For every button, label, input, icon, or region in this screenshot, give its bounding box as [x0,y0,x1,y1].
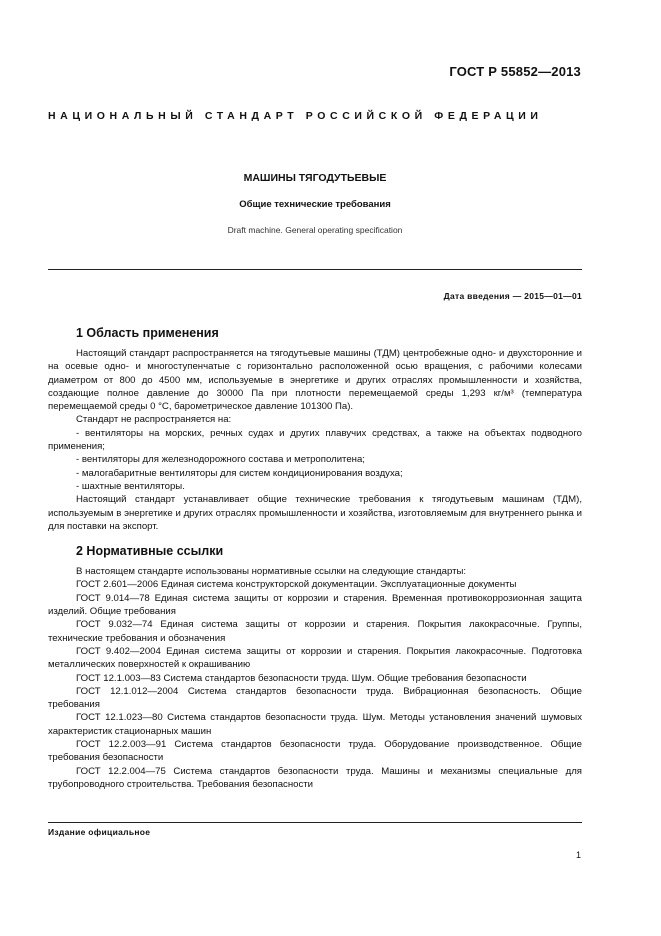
reference-item: ГОСТ 9.402—2004 Единая система защиты от коррозии и старения. Покрытия лакокрасочные. Подготовка металлических поверхностей к окрашиванию [48,645,582,671]
reference-item: ГОСТ 12.2.004—75 Система стандартов безопасности труда. Машины и механизмы специальные для трубопроводного строительства. Требования безопасности [48,765,582,790]
section-1-paragraph: Стандарт не распространяется на: [76,414,232,426]
section-1-list-item: - вентиляторы для железнодорожного состава и метрополитена; [76,454,365,466]
official-edition-label: Издание официальное [48,827,151,837]
reference-item: ГОСТ 2.601—2006 Единая система конструкторской документации. Эксплуатационные документы [76,579,517,591]
top-divider [48,269,582,270]
section-1-paragraph: Настоящий стандарт распространяется на тягодутьевые машины (ТДМ) центробежные одно- и двухсторонние и на осевые одно- и многоступенчатые с горизонтально расположенной осью вращения, с рабочими колесами диаметром от 800 до 4500 мм, используемые в энергетике и других отраслях промышленности и хозяйства, создающие полное давление до 30000 Па при плотности перемещаемой среды 1,293 кг/м³ (температура перемещаемой среды 0 °С, барометрическое давление 101300 Па). [48,348,582,413]
document-title: МАШИНЫ ТЯГОДУТЬЕВЫЕ [243,172,387,184]
section-2-heading: 2 Нормативные ссылки [76,544,224,559]
reference-item: ГОСТ 9.032—74 Единая система защиты от коррозии и старения. Покрытия лакокрасочные. Группы, технические требования и обозначения [48,619,582,644]
reference-item: ГОСТ 12.1.012—2004 Система стандартов безопасности труда. Вибрационная безопасность. Общие требования [48,685,582,711]
document-subtitle: Общие технические требования [239,199,391,210]
section-1-heading: 1 Область применения [76,326,219,340]
reference-item: ГОСТ 9.014—78 Единая система защиты от коррозии и старения. Временная противокоррозионная защита изделий. Общие требования [48,592,582,618]
section-1-list-item: - вентиляторы на морских, речных судах и других плавучих средствах, а также на объектах подводного применения; [48,427,582,453]
footer-divider [48,822,582,823]
page-number: 1 [575,850,581,860]
section-1-list-item: - малогабаритные вентиляторы для систем кондиционирования воздуха; [76,467,403,479]
main-content [48,325,582,791]
reference-item: ГОСТ 12.2.003—91 Система стандартов безопасности труда. Оборудование производственное. Общие требования безопасности [48,739,582,764]
standard-number: ГОСТ Р 55852—2013 [449,64,581,79]
reference-item: ГОСТ 12.1.023—80 Система стандартов безопасности труда. Шум. Методы установления значений шумовых характеристик стационарных машин [48,712,582,737]
section-1-paragraph: Настоящий стандарт устанавливает общие технические требования к тягодутьевым машинам (ТДМ), используемым в энергетике и других отраслях промышленности и хозяйства, изготовляемым для внутреннего рынка и для поставки на экспорт. [48,494,582,532]
introduction-date: Дата введения — 2015—01—01 [443,291,582,301]
document-english-title: Draft machine. General operating specification [227,225,403,235]
section-2-intro: В настоящем стандарте использованы нормативные ссылки на следующие стандарты: [76,566,467,578]
national-standard-banner: НАЦИОНАЛЬНЫЙ СТАНДАРТ РОССИЙСКОЙ ФЕДЕРАЦИИ [48,110,543,122]
section-1-list-item: - шахтные вентиляторы. [76,480,185,492]
reference-item: ГОСТ 12.1.003—83 Система стандартов безопасности труда. Шум. Общие требования безопасности [76,672,527,684]
